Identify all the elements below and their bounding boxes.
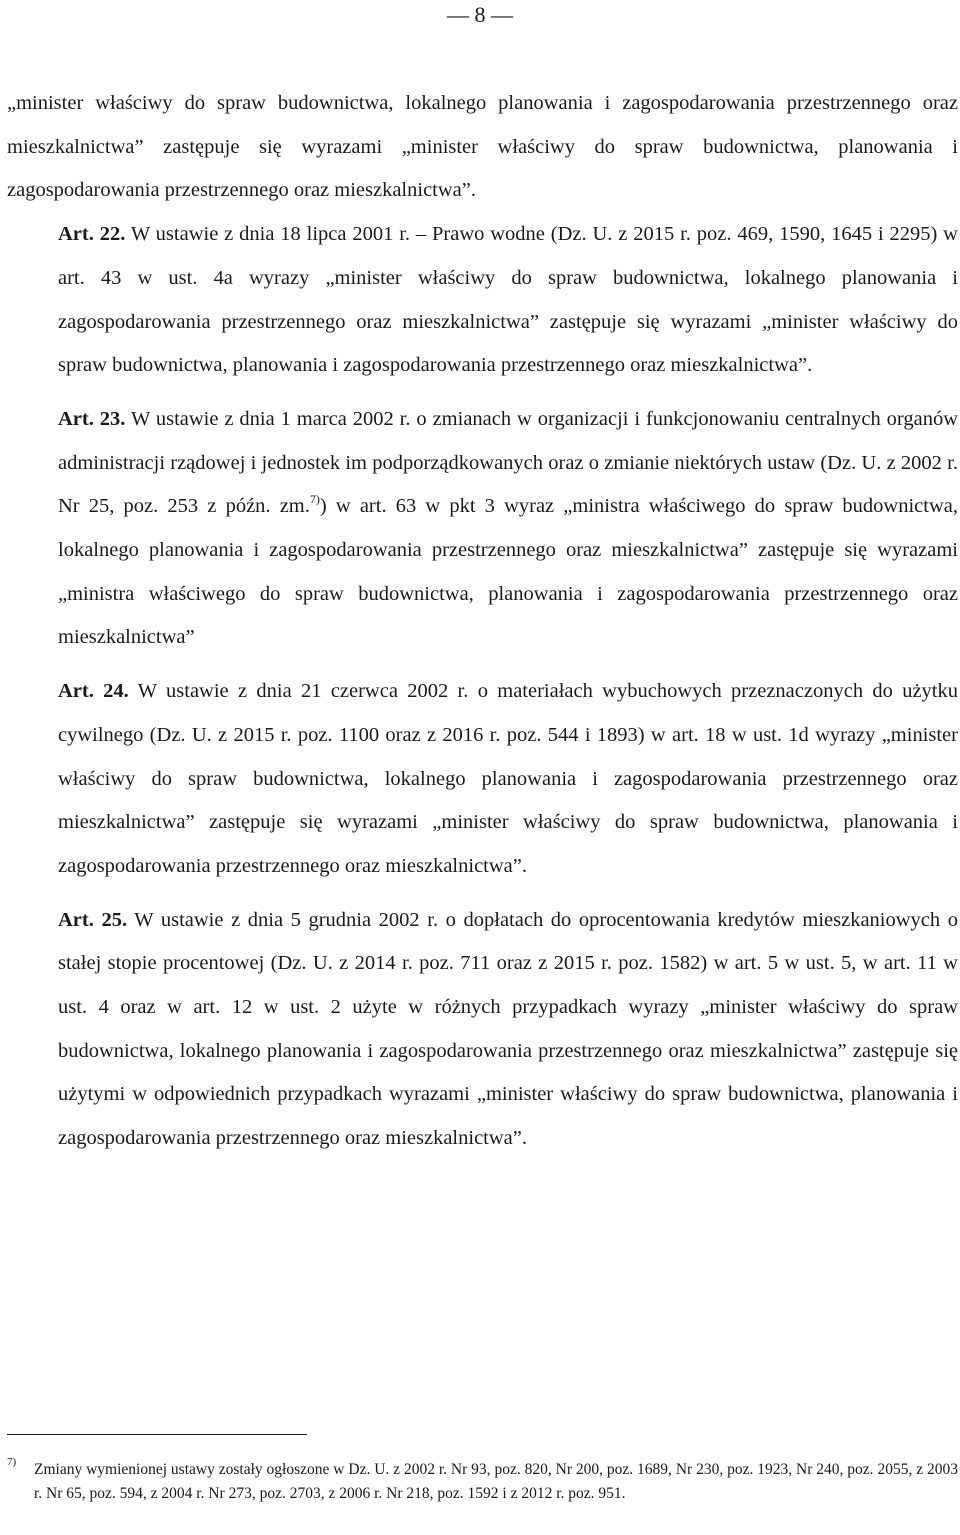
article-24-label: Art. 24. xyxy=(58,680,129,703)
article-25-text: W ustawie z dnia 5 grudnia 2002 r. o dopłatach do oprocentowania kredytów mieszkaniowych o stałej stopie procentowej (Dz. U. z 2014 r. poz. 711 oraz z 2015 r. poz. 1582) w art. 5 w ust. 5, w art. 11 w ust. 4 oraz w art. 12 w ust. 2 użyte w różnych przypadkach wyrazy „minister właściwy do spraw budownictwa, lokalnego planowania i zagospodarowania przestrzennego oraz mieszkalnictwa” zastępuje się użytymi w odpowiednich przypadkach wyrazami „minister właściwy do spraw budownictwa, planowania i zagospodarowania przestrzennego oraz mieszkalnictwa”. xyxy=(58,908,958,1150)
article-23-label: Art. 23. xyxy=(58,407,126,430)
article-25 xyxy=(7,899,958,1161)
page-number: — 8 — xyxy=(447,2,513,27)
article-24 xyxy=(7,670,958,889)
article-22-label: Art. 22. xyxy=(58,223,126,246)
footnote xyxy=(7,1458,958,1506)
document-body xyxy=(7,82,958,1161)
article-23 xyxy=(7,398,958,660)
article-22 xyxy=(7,213,958,388)
article-23-text-before: W ustawie z dnia 1 marca 2002 r. o zmianach w organizacji i funkcjonowaniu centralnych organów administracji rządowej i jednostek im podporządkowanych oraz o zmianie niektórych ustaw (Dz. U. z 2002 r. Nr 25, poz. 253 z późn. zm. xyxy=(58,407,958,518)
article-23-text-after: ) w art. 63 w pkt 3 wyraz „ministra właściwego do spraw budownictwa, lokalnego planowania i zagospodarowania przestrzennego oraz mieszkalnictwa” zastępuje się wyrazami „ministra właściwego do spraw budownictwa, planowania i zagospodarowania przestrzennego oraz mieszkalnictwa” xyxy=(58,495,958,649)
article-25-label: Art. 25. xyxy=(58,908,128,931)
footnote-reference[interactable]: 7) xyxy=(309,492,320,507)
footnote-mark: 7) xyxy=(7,1456,17,1468)
article-22-text: W ustawie z dnia 18 lipca 2001 r. – Prawo wodne (Dz. U. z 2015 r. poz. 469, 1590, 1645 i 2295) w art. 43 w ust. 4a wyrazy „minister właściwy do spraw budownictwa, lokalnego planowania i zagospodarowania przestrzennego oraz mieszkalnictwa” zastępuje się wyrazami „minister właściwy do spraw budownictwa, planowania i zagospodarowania przestrzennego oraz mieszkalnictwa”. xyxy=(58,223,958,377)
paragraph-continuation: „minister właściwy do spraw budownictwa, lokalnego planowania i zagospodarowania przestrzennego oraz mieszkalnictwa” zastępuje się wyrazami „minister właściwy do spraw budownictwa, planowania i zagospodarowania przestrzennego oraz mieszkalnictwa”. xyxy=(7,92,958,202)
footnote-separator xyxy=(7,1434,307,1435)
article-24-text: W ustawie z dnia 21 czerwca 2002 r. o materiałach wybuchowych przeznaczonych do użytku cywilnego (Dz. U. z 2015 r. poz. 1100 oraz z 2016 r. poz. 544 i 1893) w art. 18 w ust. 1d wyrazy „minister właściwy do spraw budownictwa, lokalnego planowania i zagospodarowania przestrzennego oraz mieszkalnictwa” zastępuje się wyrazami „minister właściwy do spraw budownictwa, planowania i zagospodarowania przestrzennego oraz mieszkalnictwa”. xyxy=(58,680,958,877)
footnote-text: Zmiany wymienionej ustawy zostały ogłoszone w Dz. U. z 2002 r. Nr 93, poz. 820, Nr 200, poz. 1689, Nr 230, poz. 1923, Nr 240, poz. 2055, z 2003 r. Nr 65, poz. 594, z 2004 r. Nr 273, poz. 2703, z 2006 r. Nr 218, poz. 1592 i z 2012 r. poz. 951. xyxy=(34,1461,958,1502)
